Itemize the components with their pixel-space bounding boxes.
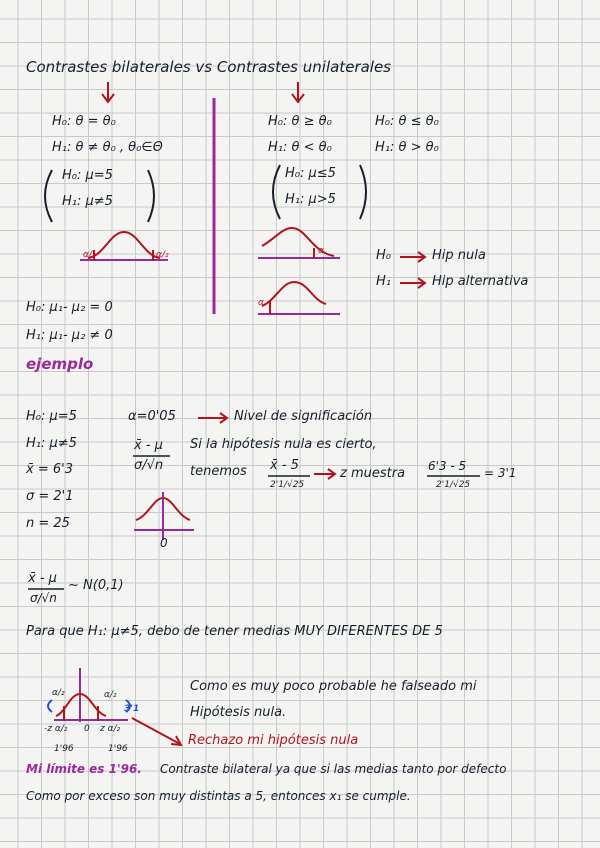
right-arrow-icon bbox=[400, 278, 425, 288]
different-means-sentence: Para que H₁: μ≠5, debo de tener medias MUY DIFERENTES DE 5 bbox=[26, 624, 443, 639]
unilateral-example-h0: H₀: μ≤5 bbox=[285, 166, 336, 181]
alpha-value: α=0'05 bbox=[128, 409, 176, 424]
curve-zero-label: 0 bbox=[160, 536, 168, 550]
right-arrow-icon bbox=[198, 413, 227, 423]
unilateral-a-h0: H₀: θ ≥ θ₀ bbox=[268, 114, 332, 129]
neg-critical-value: 1'96 bbox=[54, 744, 74, 754]
neg-critical-label: -z α/₂ bbox=[44, 724, 68, 734]
z-numerator: x̄ - 5 bbox=[270, 458, 299, 473]
unilateral-bell-curve-right bbox=[258, 228, 340, 259]
pos-critical-value: 1'96 bbox=[108, 744, 128, 754]
left-paren-icon bbox=[45, 170, 52, 222]
z-muestra-label: z muestra bbox=[340, 466, 406, 481]
example-h1: H₁: μ≠5 bbox=[26, 436, 77, 451]
bilateral-example-h0: H₀: μ=5 bbox=[62, 168, 113, 183]
page-title: Contrastes bilaterales vs Contrastes unilaterales bbox=[26, 58, 391, 76]
z-calc-numerator: 6'3 - 5 bbox=[428, 459, 467, 473]
falsified-line-1: Como es muy poco probable he falseado mi bbox=[190, 679, 477, 694]
legend-h1-text: Hip alternativa bbox=[432, 274, 529, 289]
z-denominator: 2'1/√25 bbox=[270, 480, 305, 490]
bilateral-h0: H₀: θ = θ₀ bbox=[52, 114, 116, 129]
example-xbar: x̄ = 6'3 bbox=[26, 462, 73, 477]
bottom-tail-right: α/₂ bbox=[104, 690, 117, 700]
left-paren-icon bbox=[273, 165, 280, 219]
dist-numerator: x̄ - μ bbox=[28, 571, 57, 586]
down-arrow-right-icon bbox=[292, 82, 304, 102]
dist-normal: ~ N(0,1) bbox=[68, 578, 124, 593]
pos-critical-label: z α/₂ bbox=[100, 724, 121, 734]
diff-h0: H₀: μ₁- μ₂ = 0 bbox=[26, 300, 113, 315]
legend-h0: H₀ bbox=[376, 248, 391, 263]
conclusion-line-1: Contraste bilateral ya que si las medias tanto por defecto bbox=[160, 762, 507, 776]
standardize-denominator: σ/√n bbox=[134, 458, 164, 473]
unilateral-example-h1: H₁: μ>5 bbox=[285, 192, 336, 207]
unilateral-a-h1: H₁: θ < θ₀ bbox=[268, 140, 332, 155]
limit-statement: Mi límite es 1'96. bbox=[26, 762, 142, 776]
unilateral-tail-top: α bbox=[318, 246, 324, 256]
bilateral-tail-left: α/₂ bbox=[83, 250, 96, 260]
right-paren-icon bbox=[360, 165, 366, 219]
legend-h0-text: Hip nula bbox=[432, 248, 486, 263]
unilateral-bell-curve-left bbox=[258, 282, 340, 314]
example-h0: H₀: μ=5 bbox=[26, 409, 77, 424]
right-arrow-icon bbox=[400, 252, 425, 262]
bottom-tail-left: α/₂ bbox=[52, 688, 65, 698]
z-value: = 3'1 bbox=[484, 466, 517, 480]
bilateral-h1: H₁: θ ≠ θ₀ , θ₀∈Θ bbox=[52, 140, 163, 155]
unilateral-b-h0: H₀: θ ≤ θ₀ bbox=[375, 114, 439, 129]
example-sigma: σ = 2'1 bbox=[26, 489, 74, 504]
conclusion-line-2: Como por exceso son muy distintas a 5, entonces x₁ se cumple. bbox=[26, 789, 411, 803]
example-n: n = 25 bbox=[26, 516, 70, 531]
bilateral-example-h1: H₁: μ≠5 bbox=[62, 194, 113, 209]
bilateral-tail-right: α/₂ bbox=[156, 250, 169, 260]
zero-label: 0 bbox=[84, 724, 90, 734]
null-condition: Si la hipótesis nula es cierto, bbox=[190, 437, 377, 452]
falsified-line-2: Hipótesis nula. bbox=[190, 705, 287, 720]
standardize-numerator: x̄ - μ bbox=[134, 438, 163, 453]
diff-h1: H₁: μ₁- μ₂ ≠ 0 bbox=[26, 328, 113, 343]
legend-h1: H₁ bbox=[376, 274, 391, 289]
unilateral-tail-bottom: α bbox=[258, 298, 264, 308]
right-paren-icon bbox=[148, 170, 154, 222]
reject-statement: Rechazo mi hipótesis nula bbox=[188, 733, 359, 748]
unilateral-b-h1: H₁: θ > θ₀ bbox=[375, 140, 439, 155]
dist-denominator: σ/√n bbox=[30, 591, 57, 605]
ejemplo-heading: ejemplo bbox=[26, 355, 94, 373]
right-arrow-icon bbox=[132, 718, 181, 745]
down-arrow-left-icon bbox=[102, 82, 114, 102]
z-calc-denominator: 2'1/√25 bbox=[436, 480, 471, 490]
standard-normal-curve bbox=[134, 492, 194, 540]
right-arrow-icon bbox=[314, 469, 335, 479]
tenemos-label: tenemos bbox=[190, 464, 247, 479]
observed-z-marker: 3'1 bbox=[124, 704, 140, 714]
alpha-text: Nivel de significación bbox=[234, 409, 373, 424]
